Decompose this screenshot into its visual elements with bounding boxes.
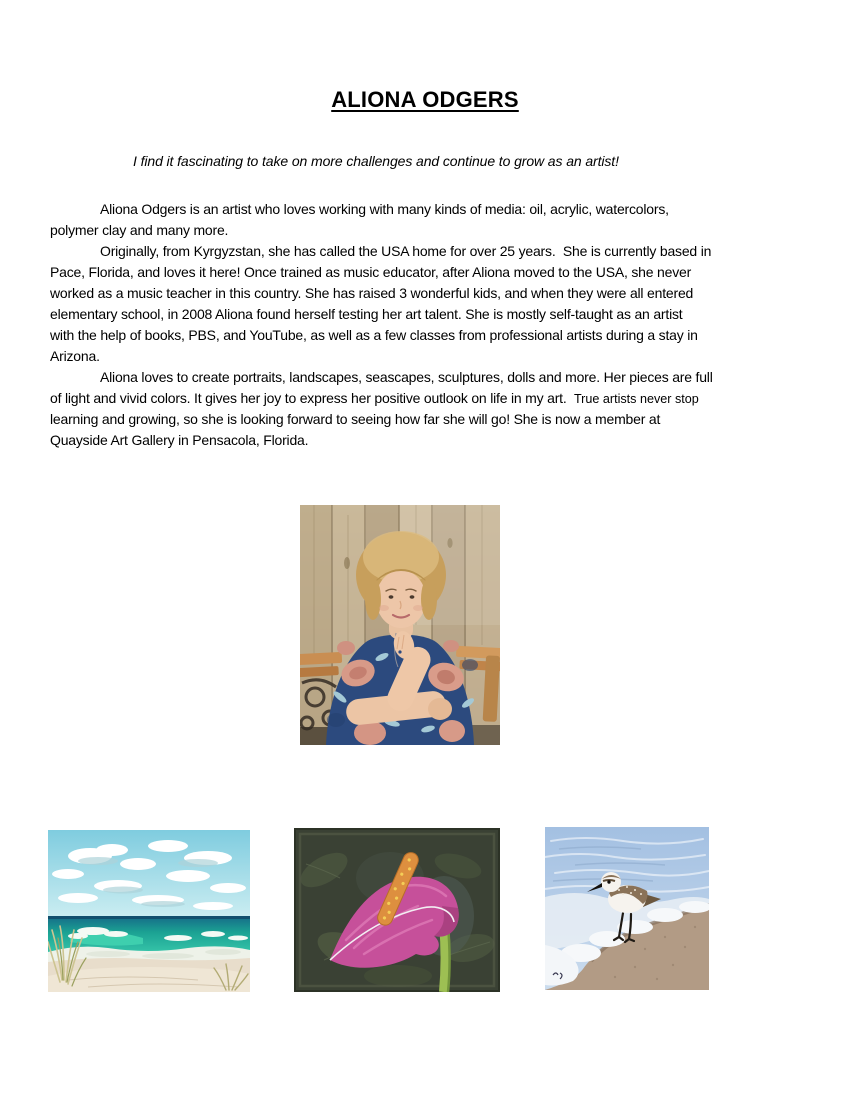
painting-pink-anthurium: [294, 828, 500, 992]
paragraph-line: worked as a music teacher in this country. She has raised 3 wonderful kids, and when they were all entered: [50, 285, 694, 301]
artist-quote: I find it fascinating to take on more challenges and continue to grow as an artist!: [133, 153, 619, 169]
paragraph-line: learning and growing, so she is looking forward to seeing how far she will go! She is now a member at: [50, 411, 661, 427]
paragraph-line: Arizona.: [50, 348, 100, 364]
page-title: [0, 86, 850, 114]
body-text: [50, 199, 810, 451]
portrait-photo: [300, 505, 500, 745]
paragraph-segment-altfont: True artists never stop: [573, 392, 699, 406]
paragraph-line: Pace, Florida, and loves it here! Once trained as music educator, after Aliona moved to the USA, she never: [50, 264, 692, 280]
paragraph-segment: of light and vivid colors. It gives her joy to express her positive outlook on life in my art.: [50, 390, 574, 406]
painting-pink-anthurium-graphic: [294, 828, 500, 992]
paragraph-line: [50, 388, 810, 409]
painting-beach-scene-graphic: [48, 830, 250, 992]
page-title-text: ALIONA ODGERS: [331, 87, 519, 112]
paragraph-line: elementary school, in 2008 Aliona found herself testing her art talent. She is mostly self-taught as an artist: [50, 306, 683, 322]
paragraph-line: Aliona Odgers is an artist who loves working with many kinds of media: oil, acrylic, watercolors,: [100, 201, 669, 217]
painting-sandpiper: [545, 827, 709, 990]
paragraph-line: with the help of books, PBS, and YouTube, as well as a few classes from professional artists during a stay in: [50, 327, 698, 343]
paragraph-line: Originally, from Kyrgyzstan, she has called the USA home for over 25 years. She is currently based in: [100, 243, 712, 259]
painting-sandpiper-graphic: [545, 827, 709, 990]
painting-beach-scene: [48, 830, 250, 992]
paragraph-line: polymer clay and many more.: [50, 222, 229, 238]
portrait-photo-graphic: [300, 505, 500, 745]
paragraph-line: Quayside Art Gallery in Pensacola, Florida.: [50, 432, 309, 448]
paragraph-line: Aliona loves to create portraits, landscapes, seascapes, sculptures, dolls and more. Her pieces are full: [100, 369, 713, 385]
